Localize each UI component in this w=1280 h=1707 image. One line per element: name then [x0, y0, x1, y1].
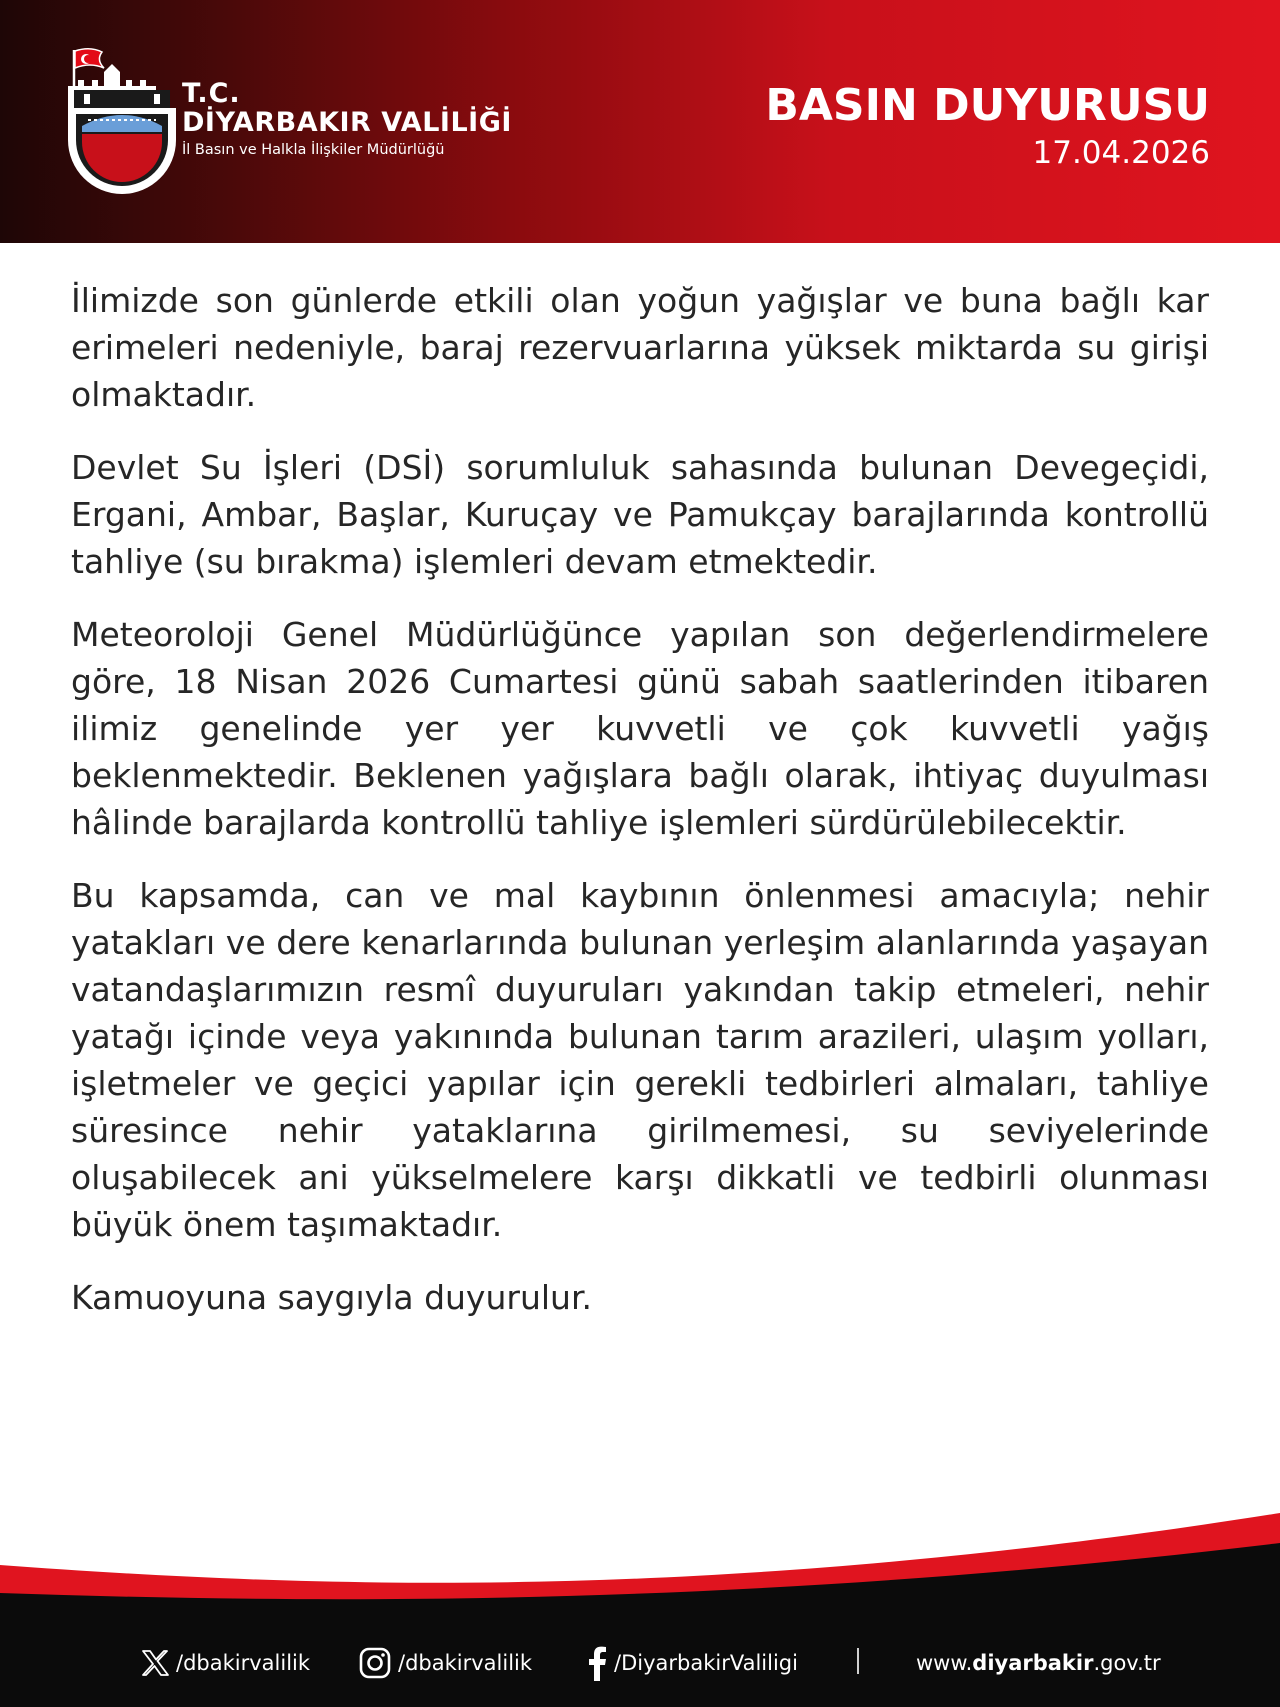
paragraph-4: Bu kapsamda, can ve mal kaybının önlenmesi amacıyla; nehir yatakları ve dere kenarlarında bulunan yerleşim alanlarında yaşayan vatandaşlarımızın resmî duyuruları yakından takip etmeleri, nehir yatağı içinde veya yakınında bulunan tarım arazileri, ulaşım yolları, işletmeler ve geçici yapılar için gerekli tedbirleri almaları, tahliye süresince nehir yataklarına girilmemesi, su seviyelerinde oluşabilecek ani yükselmelere karşı dikkatli ve tedbirli olunması büyük önem taşımaktadır. [71, 876, 1209, 1244]
org-line-governorship: DİYARBAKIR VALİLİĞİ [182, 107, 512, 138]
org-line-department: İl Basın ve Halkla İlişkiler Müdürlüğü [182, 142, 445, 158]
website-link[interactable] [916, 1646, 1161, 1680]
document-date: 17.04.2026 [1032, 135, 1210, 171]
instagram-handle: /dbakirvalilik [398, 1651, 533, 1675]
diyarbakir-governorship-logo [60, 46, 184, 196]
footer-bar [0, 1616, 1280, 1707]
org-line-tc: T.C. [182, 78, 241, 109]
footer-wave-decoration [0, 1505, 1280, 1625]
document-title: BASIN DUYURUSU [765, 80, 1210, 131]
facebook-handle: /DiyarbakirValiligi [614, 1651, 798, 1675]
website-prefix: www. [916, 1651, 973, 1675]
footer-separator [857, 1648, 859, 1674]
paragraph-1: İlimizde son günlerde etkili olan yoğun yağışlar ve buna bağlı kar erimeleri nedeniyle, baraj rezervuarlarına yüksek miktarda su girişi olmaktadır. [71, 281, 1209, 414]
x-logo-icon [140, 1648, 170, 1678]
website-domain-bold: diyarbakir [972, 1651, 1094, 1675]
organization-name [182, 80, 512, 160]
x-handle: /dbakirvalilik [176, 1651, 311, 1675]
announcement-body [71, 277, 1209, 1347]
x-social-link[interactable] [140, 1646, 310, 1680]
facebook-icon [586, 1645, 608, 1681]
closing-line: Kamuoyuna saygıyla duyurulur. [71, 1278, 592, 1317]
paragraph-2: Devlet Su İşleri (DSİ) sorumluluk sahasında bulunan Devegeçidi, Ergani, Ambar, Başlar, Kuruçay ve Pamukçay barajlarında kontrollü tahliye (su bırakma) işlemleri devam etmektedir. [71, 448, 1209, 581]
paragraph-3: Meteoroloji Genel Müdürlüğünce yapılan son değerlendirmelere göre, 18 Nisan 2026 Cumartesi günü sabah saatlerinden itibaren ilimiz genelinde yer yer kuvvetli ve çok kuvvetli yağış beklenmektedir. Beklenen yağışlara bağlı olarak, ihtiyaç duyulması hâlinde barajlarda kontrollü tahliye işlemleri sürdürülebilecektir. [71, 615, 1209, 842]
website-suffix: .gov.tr [1093, 1651, 1161, 1675]
instagram-social-link[interactable] [358, 1646, 532, 1680]
instagram-icon [358, 1646, 392, 1680]
announcement-heading [765, 80, 1210, 172]
header-banner [0, 0, 1280, 243]
facebook-social-link[interactable] [586, 1646, 798, 1680]
